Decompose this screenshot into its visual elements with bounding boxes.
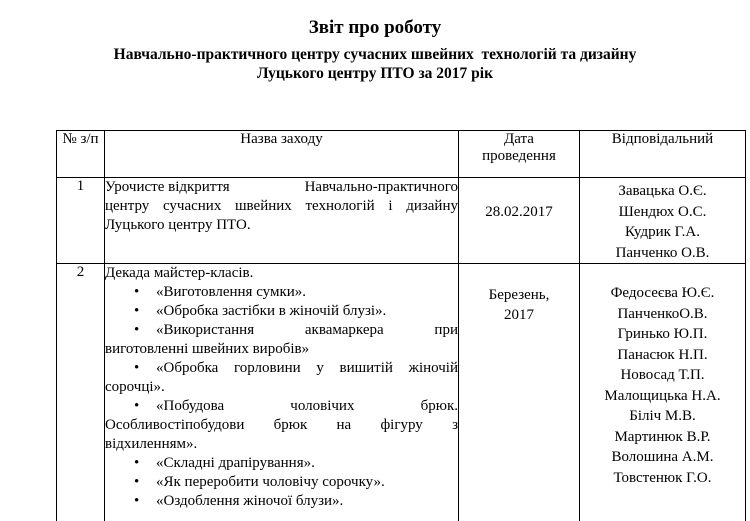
responsible-cell	[580, 264, 746, 521]
activity-list-item	[105, 283, 458, 302]
report-subtitle-line2: Луцького центру ПТО за 2017 рік	[256, 65, 494, 82]
activity-cell	[105, 178, 459, 264]
responsible-name: Новосад Т.П.	[620, 367, 705, 383]
bullet-icon: •	[134, 303, 140, 319]
table-row	[57, 178, 746, 264]
date-value-line1: Березень,	[488, 287, 550, 303]
col-header-date-line2: проведення	[482, 148, 556, 164]
responsible-name: Гринько Ю.П.	[617, 326, 708, 342]
col-header-date	[459, 131, 580, 178]
activity-text-line	[105, 178, 458, 197]
bullet-icon: •	[134, 322, 140, 338]
activity-text-line: Декада майстер-класів.	[105, 265, 254, 281]
responsible-name: Біліч М.В.	[629, 408, 696, 424]
activity-list-item	[105, 359, 458, 378]
date-cell	[459, 264, 580, 521]
responsible-cell	[580, 178, 746, 264]
responsible-name: Малощицька Н.А.	[604, 387, 721, 404]
activity-text-line: відхиленням».	[105, 436, 198, 452]
date-value: 28.02.2017	[485, 204, 553, 220]
activity-list-item	[105, 492, 458, 511]
col-header-activity: Назва заходу	[105, 131, 459, 178]
activity-text: Урочисте відкриття	[105, 179, 230, 195]
activity-text-line: виготовленні швейних виробів»	[105, 341, 310, 357]
table-row	[57, 264, 746, 521]
activity-text: «Обробка застібки в жіночій блузі».	[156, 303, 387, 319]
row-number-cell: 2	[57, 264, 105, 521]
date-cell	[459, 178, 580, 264]
responsible-name: Товстенюк Г.О.	[613, 469, 712, 486]
report-subtitle-line1: Навчально-практичного центру сучасних швейних технологій та дизайну	[113, 46, 637, 63]
col-header-date-line1: Дата	[504, 131, 534, 147]
activity-text: «Оздоблення жіночої блузи».	[156, 493, 344, 509]
col-header-num: № з/п	[57, 131, 105, 178]
bullet-icon: •	[134, 474, 140, 490]
title-block	[0, 15, 750, 83]
responsible-name: Завацька О.Є.	[618, 183, 707, 199]
activity-text-line: сорочці».	[105, 379, 165, 395]
activity-text-line: Особливостіпобудови брюк на фігуру з	[105, 417, 458, 433]
responsible-name: Шендюх О.С.	[618, 203, 707, 220]
activity-text: «Використання аквамаркера при	[156, 322, 458, 338]
table-header-row	[57, 131, 746, 178]
bullet-icon: •	[134, 284, 140, 300]
responsible-name: Мартинюк В.Р.	[614, 428, 711, 445]
activity-text: «Складні драпірування».	[156, 455, 315, 471]
activity-text: «Побудова чоловічих брюк.	[156, 398, 458, 414]
responsible-name: Волошина А.М.	[611, 449, 714, 465]
activity-list-item	[105, 473, 458, 492]
bullet-icon: •	[134, 398, 140, 414]
activity-text: «Обробка горловини у вишитій жіночій	[156, 360, 458, 376]
activity-cell	[105, 264, 459, 521]
bullet-icon: •	[134, 493, 140, 509]
bullet-icon: •	[134, 455, 140, 471]
responsible-name: Панченко О.В.	[615, 244, 710, 261]
activity-list-item	[105, 321, 458, 340]
activity-list-item	[105, 397, 458, 416]
bullet-icon: •	[134, 360, 140, 376]
row-number-cell: 1	[57, 178, 105, 264]
col-header-responsible: Відповідальний	[580, 131, 746, 178]
responsible-name: Федосеєва Ю.Є.	[610, 285, 715, 301]
report-table	[56, 130, 746, 521]
responsible-name: Кудрик Г.А.	[625, 224, 700, 240]
responsible-name: Панасюк Н.П.	[617, 346, 708, 363]
date-value-line2: 2017	[504, 307, 534, 323]
activity-text: «Виготовлення сумки».	[156, 284, 307, 300]
activity-list-item	[105, 302, 458, 321]
activity-text: «Як переробити чоловічу сорочку».	[156, 474, 385, 490]
report-title: Звіт про роботу	[308, 17, 442, 38]
activity-text: Навчально-практичного	[304, 179, 458, 195]
activity-text-line: центру сучасних швейних технологій і дизайну	[105, 198, 458, 214]
activity-text-line: Луцького центру ПТО.	[105, 217, 251, 233]
responsible-name: ПанченкоО.В.	[617, 305, 708, 322]
activity-list-item	[105, 454, 458, 473]
